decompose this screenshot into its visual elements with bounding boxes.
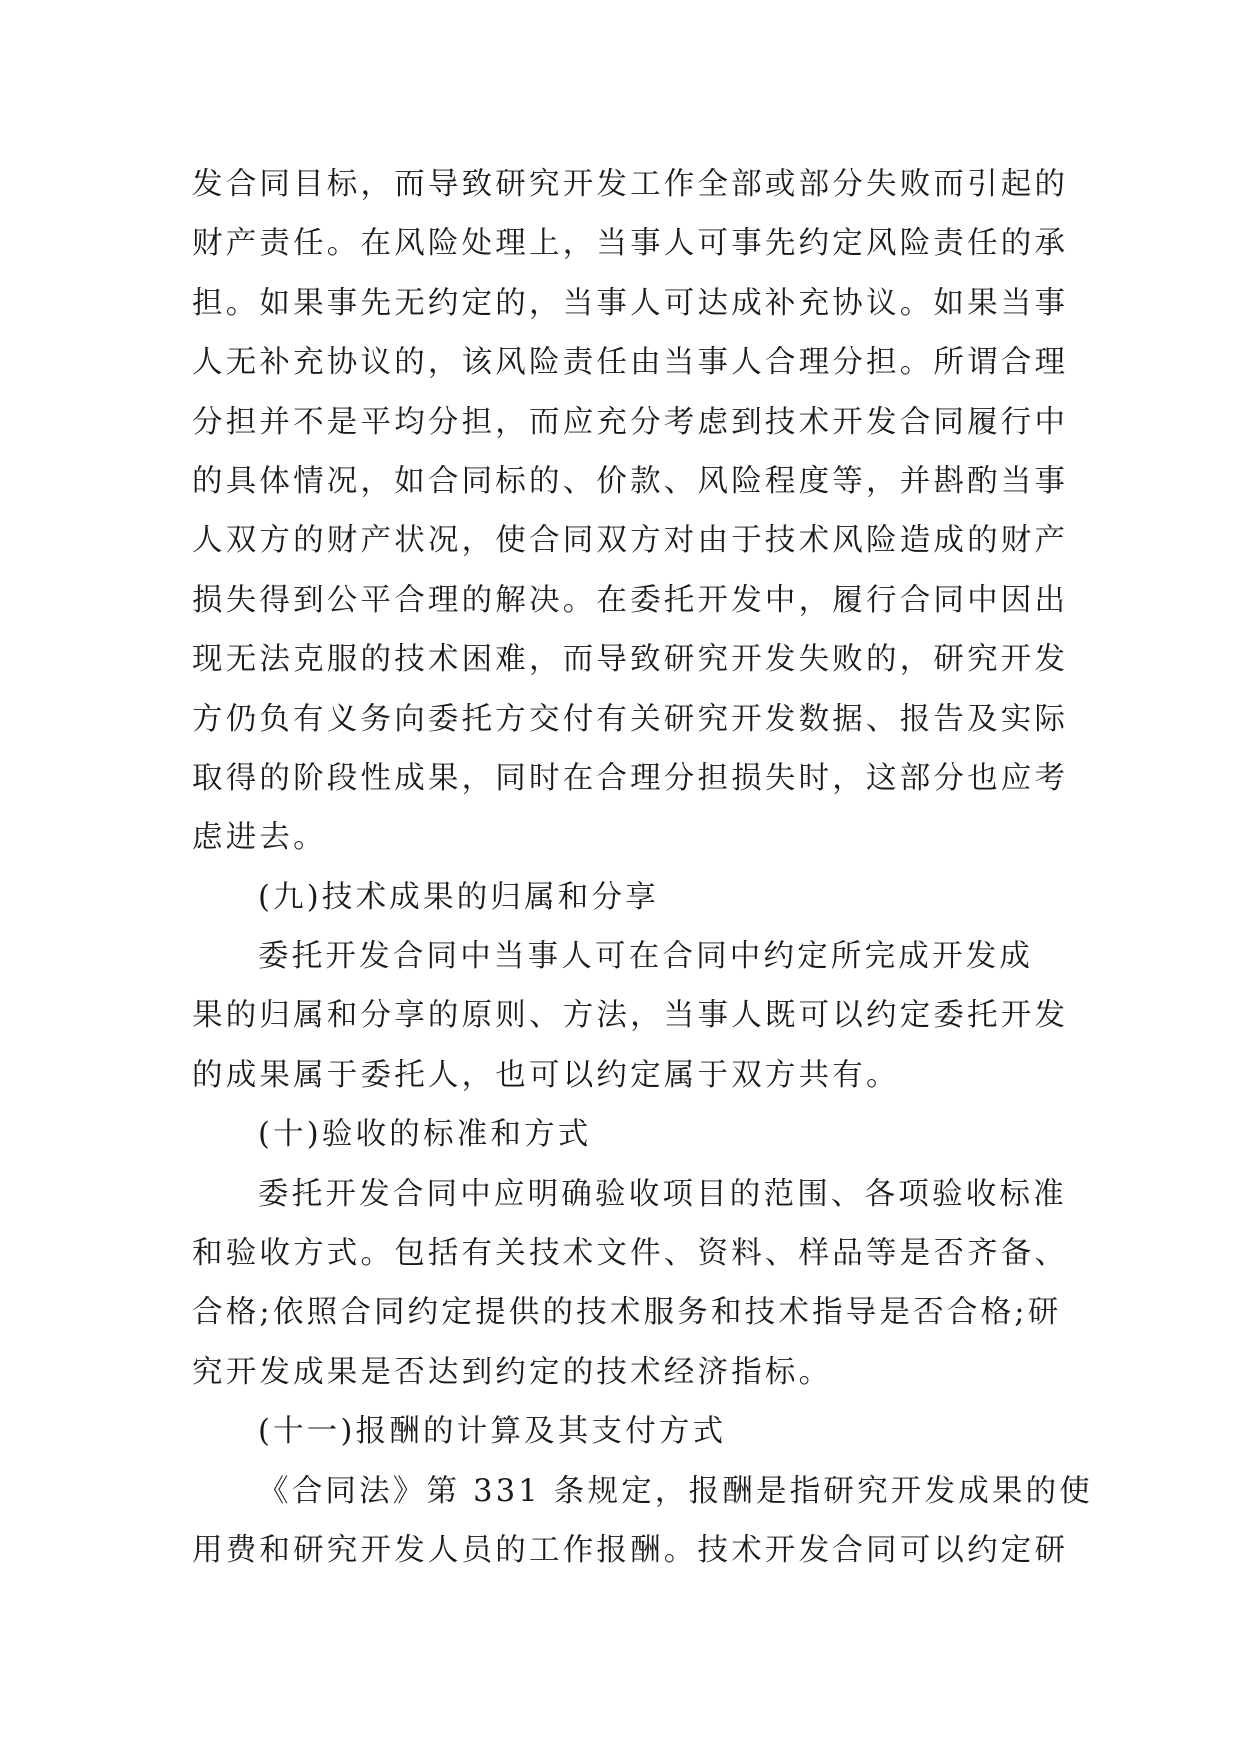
text-line: 的具体情况，如合同标的、价款、风险程度等，并斟酌当事 <box>192 463 1069 499</box>
text-line: 委托开发合同中当事人可在合同中约定所完成开发成 <box>258 939 1034 975</box>
text-line: 人双方的财产状况，使合同双方对由于技术风险造成的财产 <box>192 523 1069 559</box>
text-line: 虑进去。 <box>192 820 327 856</box>
text-line: 现无法克服的技术困难，而导致研究开发失败的，研究开发 <box>192 642 1069 678</box>
section-heading: (十一)报酬的计算及其支付方式 <box>258 1414 727 1450</box>
text-line: 《合同法》第 331 条规定，报酬是指研究开发成果的使 <box>258 1473 1094 1509</box>
text-line: 损失得到公平合理的解决。在委托开发中，履行合同中因出 <box>192 582 1069 618</box>
text-line: 用费和研究开发人员的工作报酬。技术开发合同可以约定研 <box>192 1532 1069 1568</box>
document-body <box>192 155 1094 1580</box>
section-heading: (九)技术成果的归属和分享 <box>258 879 659 915</box>
text-line: 分担并不是平均分担，而应充分考虑到技术开发合同履行中 <box>192 404 1069 440</box>
text-line: 究开发成果是否达到约定的技术经济指标。 <box>192 1354 833 1390</box>
text-line: 的成果属于委托人，也可以约定属于双方共有。 <box>192 1057 900 1093</box>
text-line: 委托开发合同中应明确验收项目的范围、各项验收标准 <box>258 1176 1067 1212</box>
section-heading: (十)验收的标准和方式 <box>258 1117 592 1153</box>
text-line: 财产责任。在风险处理上，当事人可事先约定风险责任的承 <box>192 226 1069 262</box>
text-line: 果的归属和分享的原则、方法，当事人既可以约定委托开发 <box>192 998 1069 1034</box>
text-line: 人无补充协议的，该风险责任由当事人合理分担。所谓合理 <box>192 345 1069 381</box>
text-line: 和验收方式。包括有关技术文件、资料、样品等是否齐备、 <box>192 1236 1069 1272</box>
text-line: 方仍负有义务向委托方交付有关研究开发数据、报告及实际 <box>192 701 1069 737</box>
text-line: 取得的阶段性成果，同时在合理分担损失时，这部分也应考 <box>192 760 1069 796</box>
text-line: 担。如果事先无约定的，当事人可达成补充协议。如果当事 <box>192 285 1069 321</box>
text-line: 发合同目标，而导致研究开发工作全部或部分失败而引起的 <box>192 167 1069 202</box>
text-line: 合格;依照合同约定提供的技术服务和技术指导是否合格;研 <box>192 1295 1062 1331</box>
